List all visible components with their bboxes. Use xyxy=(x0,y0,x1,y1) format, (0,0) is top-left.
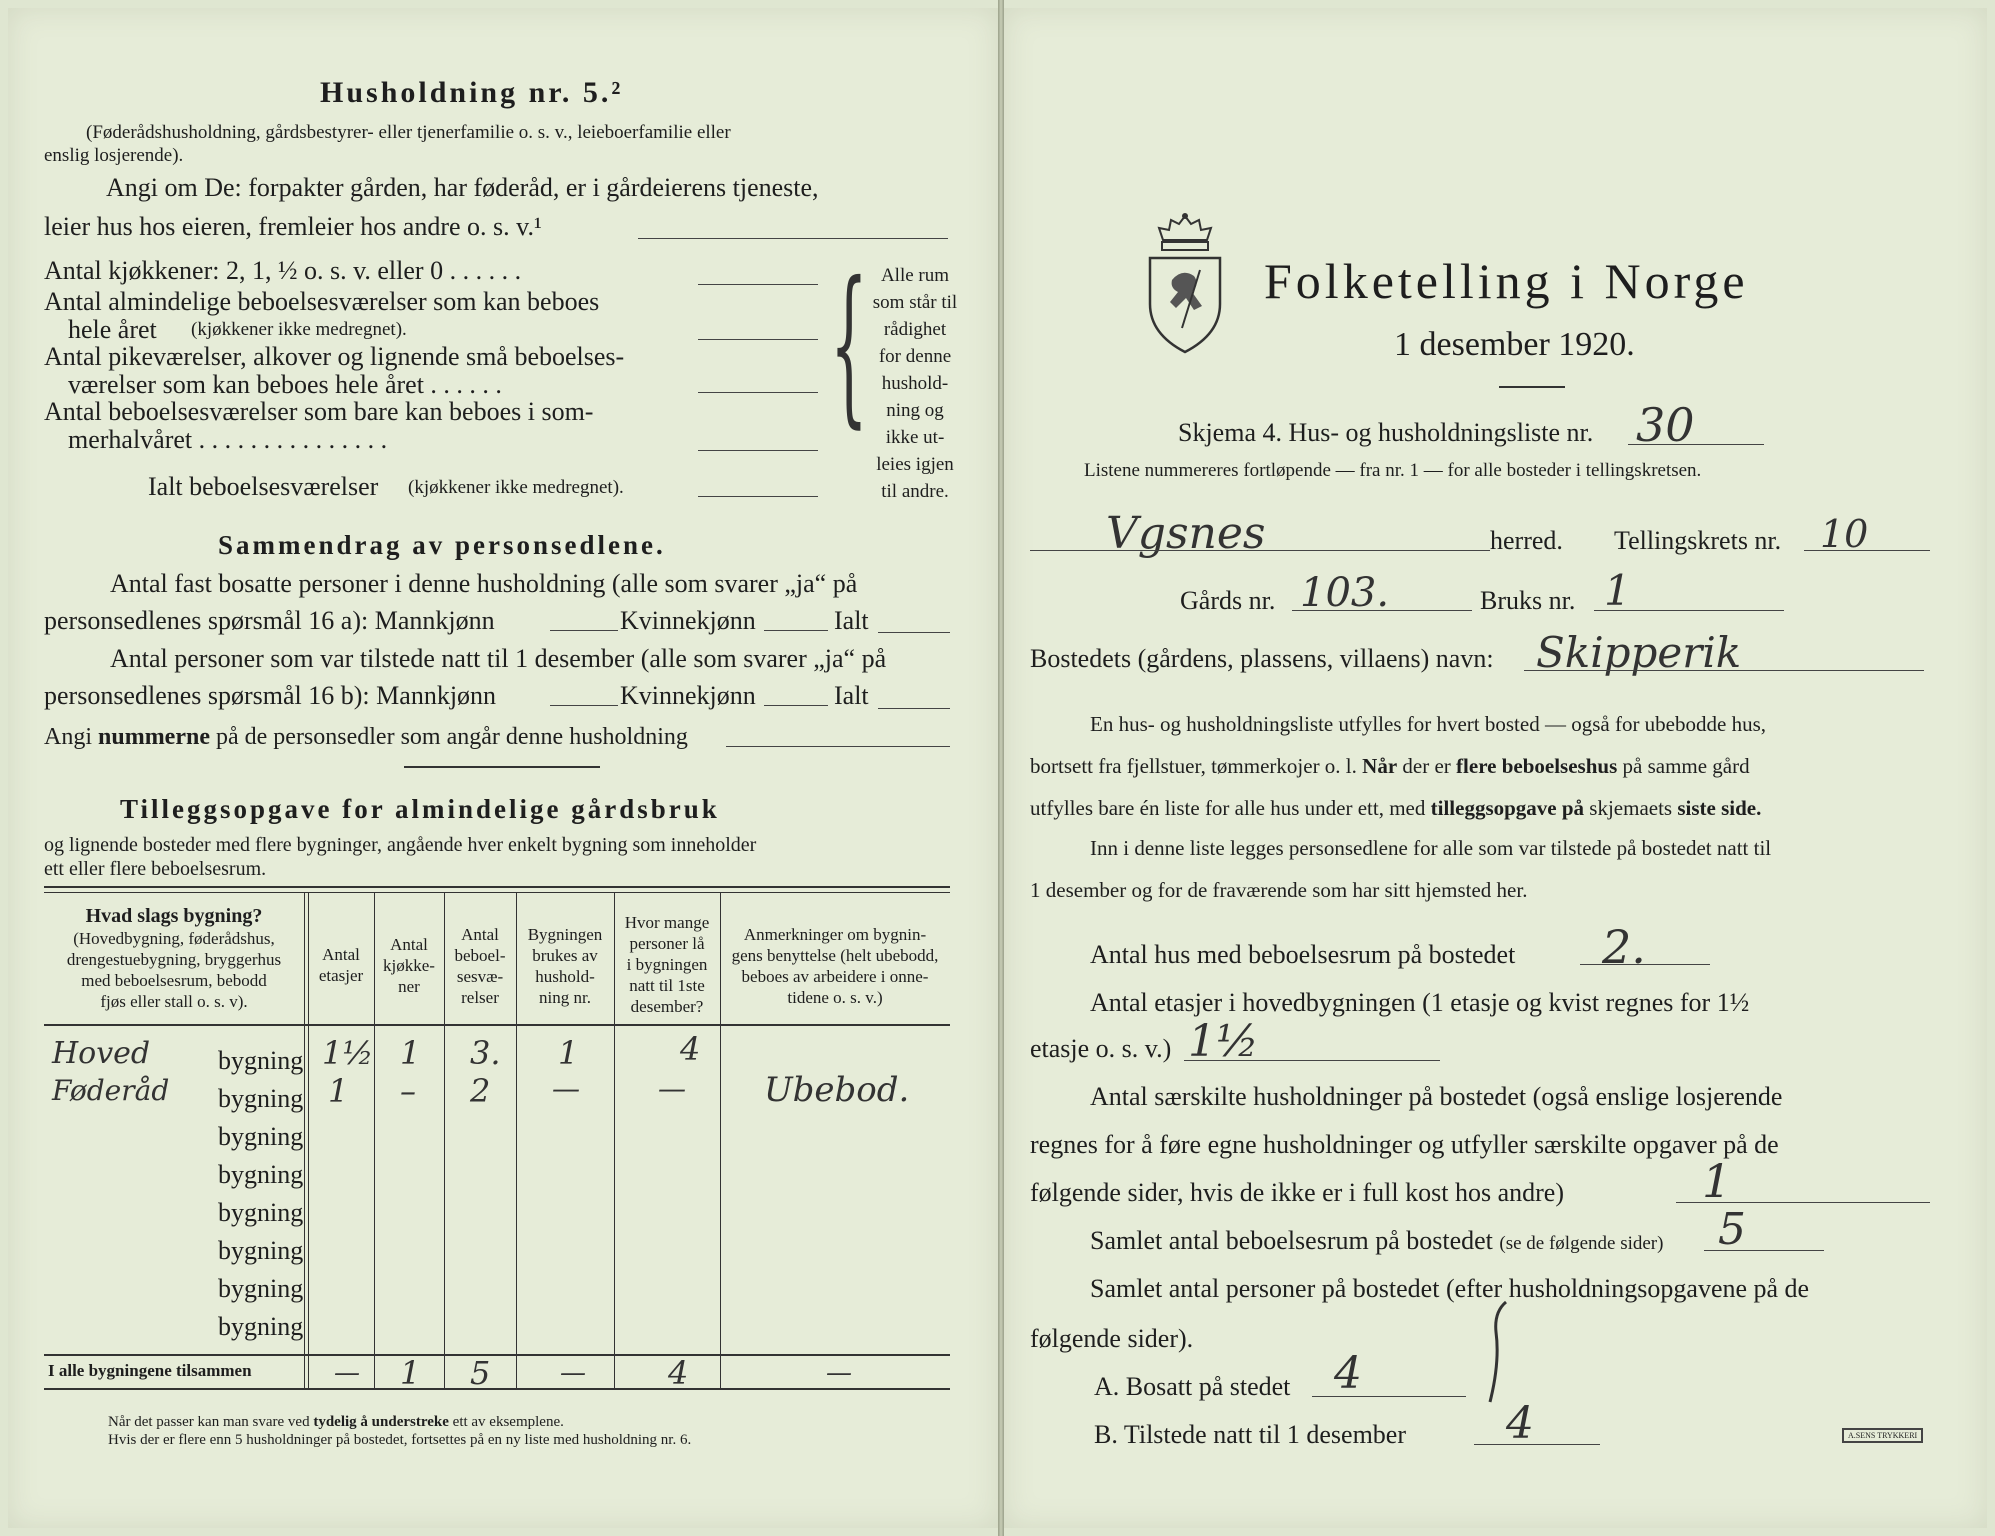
summary-present-male-line xyxy=(550,705,618,706)
summary-line5: Angi nummerne på de personsedler som angår denne husholdning xyxy=(44,724,688,750)
q-rooms-value: 5 xyxy=(1718,1204,1746,1255)
krets-line xyxy=(1804,550,1930,551)
printer-stamp: A.SENS TRYKKERI xyxy=(1842,1428,1923,1443)
form-title: Folketelling i Norge xyxy=(1264,253,1749,309)
rooms-summer-1: Antal beboelsesværelser som bare kan beboes i som- xyxy=(44,397,594,426)
q-households-value: 1 xyxy=(1702,1154,1732,1208)
header-floors: Antal etasjer xyxy=(318,945,364,985)
bosted-value: Skipperik xyxy=(1536,628,1742,677)
bruks-line xyxy=(1594,610,1784,611)
herred-line xyxy=(1030,550,1490,551)
gards-line xyxy=(1292,610,1472,611)
info-line2: bortsett fra fjellstuer, tømmerkojer o. l. Når der er flere beboelseshus på samme gård xyxy=(1030,754,1750,778)
summary-female-line xyxy=(764,630,828,631)
supplement-line2: ett eller flere beboelsesrum. xyxy=(44,858,267,880)
angi-line1: Angi om De: forpakter gården, har føderåd, er i gårdeierens tjeneste, xyxy=(106,173,819,202)
q-households-line2: regnes for å føre egne husholdninger og utfyller særskilte opgaver på de xyxy=(1030,1130,1779,1159)
rooms-kitchens: Antal kjøkkener: 2, 1, ½ o. s. v. eller 0 . . . . . . xyxy=(44,256,522,285)
q-houses-label: Antal hus med beboelsesrum på bostedet xyxy=(1090,940,1516,969)
krets-label: Tellingskrets nr. xyxy=(1614,526,1782,555)
skjema-number: 30 xyxy=(1636,398,1695,452)
summary-present-total-line xyxy=(878,708,950,709)
header-building-type: Hvad slags bygning? (Hovedbygning, føderådshus, drengestuebygning, bryggerhus med beboelsesrum, bebodd fjøs eller stall o. s. v). xyxy=(66,905,282,1011)
coat-of-arms-icon xyxy=(1142,210,1228,365)
q-households-line xyxy=(1676,1202,1930,1203)
gards-value: 103. xyxy=(1300,570,1390,616)
summary-present-female-line xyxy=(764,705,828,706)
q-households-line1: Antal særskilte husholdninger på bostedet (også enslige losjerende xyxy=(1090,1082,1783,1111)
q-present-value: 4 xyxy=(1506,1398,1534,1449)
summary-line2-b: Kvinnekjønn xyxy=(620,606,756,635)
household-title: Husholdning nr. 5.² xyxy=(320,76,624,109)
rooms-total-label: Ialt beboelsesværelser xyxy=(148,472,379,501)
header-kitchens: Antal kjøkke- ner xyxy=(383,935,435,996)
header-rooms: Antal beboel- sesvæ- relser xyxy=(454,925,506,1007)
rooms-ordinary-3: (kjøkkener ikke medregnet). xyxy=(191,319,407,340)
rooms-kitchens-line xyxy=(698,284,818,285)
rooms-ordinary-2: hele året xyxy=(68,315,157,344)
q-present-label: B. Tilstede natt til 1 desember xyxy=(1094,1420,1406,1449)
q-rooms-line xyxy=(1704,1250,1824,1251)
q-resident-line xyxy=(1312,1396,1466,1397)
bracket-mark-icon xyxy=(1482,1298,1532,1408)
rooms-summer-line xyxy=(698,450,818,451)
summary-line4-c: Ialt xyxy=(834,681,869,710)
q-persons-line2: følgende sider). xyxy=(1030,1324,1194,1353)
rooms-small-2: værelser som kan beboes hele året . . . . . . xyxy=(68,370,502,399)
info-line3: utfylles bare én liste for alle hus under ett, med tilleggsopgave på skjemaets siste side. xyxy=(1030,796,1762,820)
title-divider xyxy=(1499,386,1565,388)
bruks-label: Bruks nr. xyxy=(1480,586,1576,615)
household-intro-line1: (Føderådshusholdning, gårdsbestyrer- eller tjenerfamilie o. s. v., leieboerfamilie eller xyxy=(86,122,731,143)
summary-line2-a: personsedlenes spørsmål 16 a): Mannkjønn xyxy=(44,606,495,635)
q-resident-value: 4 xyxy=(1334,1348,1362,1399)
angi-answer-line xyxy=(638,238,948,239)
q-floors-line2: etasje o. s. v.) xyxy=(1030,1034,1172,1063)
summary-line2-c: Ialt xyxy=(834,606,869,635)
herred-label: herred. xyxy=(1490,526,1563,555)
q-houses-line xyxy=(1580,964,1710,965)
herred-value: Vgsnes xyxy=(1106,508,1266,559)
q-floors-line1: Antal etasjer i hovedbygningen (1 etasje og kvist regnes for 1½ xyxy=(1090,988,1750,1017)
angi-line2: leier hus hos eieren, fremleier hos andre o. s. v.¹ xyxy=(44,212,542,241)
household-intro-line2: enslig losjerende). xyxy=(44,145,184,166)
right-page xyxy=(1004,8,1987,1528)
info-line1: En hus- og husholdningsliste utfylles for hvert bosted — også for ubebodde hus, xyxy=(1090,712,1766,736)
rooms-brace: { xyxy=(830,246,868,444)
section-divider xyxy=(404,766,600,768)
supplement-title: Tilleggsopgave for almindelige gårdsbruk xyxy=(120,794,720,824)
q-persons-line1: Samlet antal personer på bostedet (efter husholdningsopgavene på de xyxy=(1090,1274,1810,1303)
rooms-ordinary-line xyxy=(698,339,818,340)
form-date: 1 desember 1920. xyxy=(1394,326,1635,363)
header-household-nr: Bygningen brukes av hushold- ning nr. xyxy=(527,925,603,1007)
summary-line1: Antal fast bosatte personer i denne husholdning (alle som svarer „ja“ på xyxy=(110,569,858,598)
summary-line4-a: personsedlenes spørsmål 16 b): Mannkjønn xyxy=(44,681,497,710)
q-present-line xyxy=(1474,1444,1600,1445)
footnote-1: Når det passer kan man svare ved tydelig å understreke ett av eksemplene. xyxy=(108,1414,564,1430)
krets-value: 10 xyxy=(1820,512,1869,556)
footnote-2: Hvis der er flere enn 5 husholdninger på bostedet, fortsettes på en ny liste med husholdning nr. 6. xyxy=(108,1432,692,1448)
q-households-line3: følgende sider, hvis de ikke er i full kost hos andre) xyxy=(1030,1178,1564,1207)
rooms-total-line xyxy=(698,496,818,497)
listene-note: Listene nummereres fortløpende — fra nr. 1 — for alle bosteder i tellingskretsen. xyxy=(1084,460,1702,481)
info-line5: 1 desember og for de fraværende som har sitt hjemsted her. xyxy=(1030,878,1528,902)
header-remarks: Anmerkninger om bygnin- gens benyttelse (helt ubebodd, beboes av arbeidere i onne- tidene o. s. v.) xyxy=(731,925,939,1007)
q-floors-line xyxy=(1184,1060,1440,1061)
summary-title: Sammendrag av personsedlene. xyxy=(218,530,666,560)
summary-line3: Antal personer som var tilstede natt til 1 desember (alle som svarer „ja“ på xyxy=(110,644,887,673)
summary-numbers-line xyxy=(726,746,950,747)
summary-line4-b: Kvinnekjønn xyxy=(620,681,756,710)
supplement-line1: og lignende bosteder med flere bygninger, angående hver enkelt bygning som inneholder xyxy=(44,834,757,856)
info-line4: Inn i denne liste legges personsedlene for alle som var tilstede på bostedet natt til xyxy=(1090,836,1772,860)
q-rooms-label: Samlet antal beboelsesrum på bostedet (se de følgende sider) xyxy=(1090,1226,1664,1255)
left-page: Husholdning nr. 5.² (Føderådshusholdning, gårdsbestyrer- eller tjenerfamilie o. s. v., leieboerfamilie eller enslig losjerende). Angi om De: forpakter gården, har føderåd, er i gårdeierens tjeneste, leier hus hos eieren, fremleier hos andre o. s. v.¹ Antal kjøkkener: 2, 1, ½ o. s. v. eller 0 . . . . . . Antal almindelige beboelsesværelser som kan beboes hele året (kjøkkener ikke medregnet). Antal pikeværelser, alkover og lignende små beboelses- værelser som kan beboes hele året . . . . . . Antal beboelsesværelser som bare kan beboes i som- merhalvåret . . . . . . . . . . . . . . . Ialt beboelsesværelser (kjøkkener ikke medregnet). { Alle rum som står til rådighet for denne hushold- ning og ikke ut- leies igjen til andre. Sammendrag av personsedlene. Antal fast bosatte personer i denne husholdning (alle som svarer „ja“ på personsedlenes spørsmål 16 a): Mannkjønn Kvinnekjønn Ialt Antal personer som var tilstede natt til 1 desember (alle som svarer „ja“ på personsedlenes spørsmål 16 b): Mannkjønn Kvinnekjønn Ialt Angi nummerne på de personsedler som angår denne husholdning Tilleggsopgave for almindelige gårdsbruk og lignende bosteder med flere bygninger, angående hver enkelt bygning som inneholder ett eller flere beboelsesrum. Hvad slags bygning? (Hovedbygning, føderådshus, drengestuebygning, bryggerhus med beboelsesrum, bebodd fjøs eller stall o. s. v). Antal etasjer Antal kjøkke- ner Antal beboel- sesvæ- relser Bygningen brukes av hushold- ning nr. Hvor mange personer lå i bygningen natt til 1ste desember? Anmerkninger om bygnin- gens benyttelse (helt ubebodd, beboes av arbeidere i onne- tidene o. s. v.) Hoved bygning 1½ 1 3. 1 4 Føderåd bygning 1 – 2 — — Ubebod. bygning bygning bygning bygning bygning bygning I alle bygningene tilsammen — 1 5 — 4 — Når det passer kan man svare ved tydelig å understreke ett av eksemplene. Hvis der er flere enn 5 husholdninger på bostedet, fortsettes på en ny liste med husholdning nr. 6. xyxy=(8,8,998,1528)
rooms-total-note: (kjøkkener ikke medregnet). xyxy=(408,477,624,498)
q-resident-label: A. Bosatt på stedet xyxy=(1094,1372,1291,1401)
summary-total-line xyxy=(878,632,950,633)
summary-male-line xyxy=(550,630,618,631)
skjema-number-line xyxy=(1628,444,1764,445)
rooms-ordinary-1: Antal almindelige beboelsesværelser som kan beboes xyxy=(44,287,600,316)
rooms-summer-2: merhalvåret . . . . . . . . . . . . . . . xyxy=(68,425,388,454)
skjema-label: Skjema 4. Hus- og husholdningsliste nr. xyxy=(1178,418,1594,447)
q-floors-value: 1½ xyxy=(1188,1016,1259,1067)
rooms-small-line xyxy=(698,392,818,393)
header-persons: Hvor mange personer lå i bygningen natt til 1ste desember? xyxy=(624,913,710,1016)
bruks-value: 1 xyxy=(1604,566,1631,615)
bosted-line xyxy=(1524,670,1924,671)
bosted-label: Bostedets (gårdens, plassens, villaens) navn: xyxy=(1030,644,1494,673)
q-houses-value: 2. xyxy=(1602,920,1646,974)
rooms-side-note: Alle rum som står til rådighet for denne hushold- ning og ikke ut- leies igjen til andre. xyxy=(872,265,958,502)
rooms-small-1: Antal pikeværelser, alkover og lignende små beboelses- xyxy=(44,342,625,371)
gards-label: Gårds nr. xyxy=(1180,586,1276,615)
